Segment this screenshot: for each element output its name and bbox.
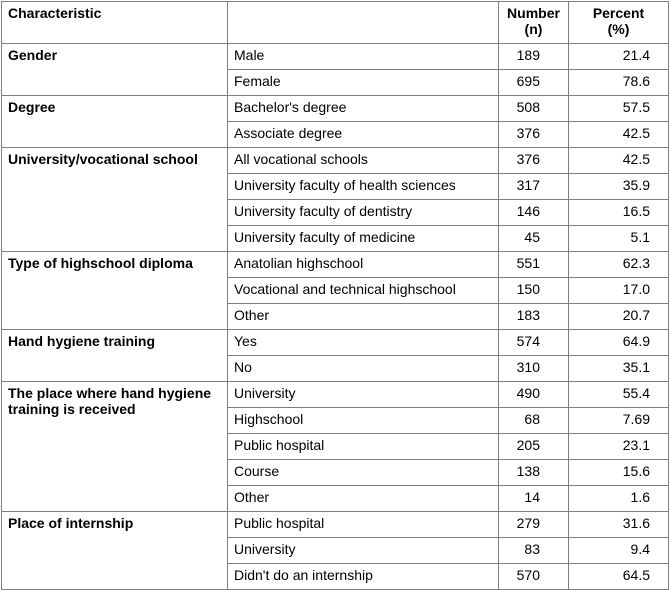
table-row <box>2 330 669 356</box>
category-cell: Hand hygiene training <box>2 330 228 382</box>
subcategory-cell: Public hospital <box>228 512 499 538</box>
header-number-line1: Number <box>507 5 560 21</box>
subcategory-cell: Didn't do an internship <box>228 564 499 590</box>
subcategory-cell: University faculty of medicine <box>228 226 499 252</box>
subcategory-cell: Female <box>228 70 499 96</box>
header-percent <box>569 2 669 44</box>
subcategory-cell: Male <box>228 44 499 70</box>
number-cell: 138 <box>499 460 569 486</box>
characteristics-table <box>1 1 669 590</box>
percent-cell: 16.5 <box>569 200 669 226</box>
percent-cell: 64.9 <box>569 330 669 356</box>
number-cell: 376 <box>499 122 569 148</box>
percent-cell: 42.5 <box>569 148 669 174</box>
percent-cell: 17.0 <box>569 278 669 304</box>
table-row <box>2 148 669 174</box>
table-row <box>2 252 669 278</box>
number-cell: 183 <box>499 304 569 330</box>
header-row <box>2 2 669 44</box>
subcategory-cell: Course <box>228 460 499 486</box>
number-cell: 551 <box>499 252 569 278</box>
number-cell: 695 <box>499 70 569 96</box>
percent-cell: 35.9 <box>569 174 669 200</box>
percent-cell: 31.6 <box>569 512 669 538</box>
number-cell: 310 <box>499 356 569 382</box>
number-cell: 279 <box>499 512 569 538</box>
table-header <box>2 2 669 44</box>
subcategory-cell: Public hospital <box>228 434 499 460</box>
table-row <box>2 44 669 70</box>
subcategory-cell: Other <box>228 486 499 512</box>
header-characteristic: Characteristic <box>2 2 228 44</box>
table-body <box>2 44 669 590</box>
subcategory-cell: University faculty of dentistry <box>228 200 499 226</box>
header-percent-line1: Percent <box>592 5 645 21</box>
number-cell: 205 <box>499 434 569 460</box>
subcategory-cell: Vocational and technical highschool <box>228 278 499 304</box>
percent-cell: 35.1 <box>569 356 669 382</box>
subcategory-cell: University faculty of health sciences <box>228 174 499 200</box>
percent-cell: 21.4 <box>569 44 669 70</box>
table-row <box>2 512 669 538</box>
percent-cell: 5.1 <box>569 226 669 252</box>
category-cell: Place of internship <box>2 512 228 590</box>
percent-cell: 62.3 <box>569 252 669 278</box>
subcategory-cell: Yes <box>228 330 499 356</box>
subcategory-cell: Anatolian highschool <box>228 252 499 278</box>
subcategory-cell: Highschool <box>228 408 499 434</box>
number-cell: 317 <box>499 174 569 200</box>
number-cell: 490 <box>499 382 569 408</box>
percent-cell: 55.4 <box>569 382 669 408</box>
category-cell: Degree <box>2 96 228 148</box>
category-cell: University/vocational school <box>2 148 228 252</box>
category-cell: The place where hand hygiene training is received <box>2 382 228 512</box>
subcategory-cell: Other <box>228 304 499 330</box>
subcategory-cell: Associate degree <box>228 122 499 148</box>
number-cell: 508 <box>499 96 569 122</box>
subcategory-cell: University <box>228 382 499 408</box>
table-row <box>2 96 669 122</box>
header-subcategory <box>228 2 499 44</box>
number-cell: 570 <box>499 564 569 590</box>
number-cell: 146 <box>499 200 569 226</box>
percent-cell: 42.5 <box>569 122 669 148</box>
header-number-line2: (n) <box>524 21 543 37</box>
number-cell: 83 <box>499 538 569 564</box>
number-cell: 14 <box>499 486 569 512</box>
percent-cell: 15.6 <box>569 460 669 486</box>
number-cell: 150 <box>499 278 569 304</box>
percent-cell: 57.5 <box>569 96 669 122</box>
number-cell: 68 <box>499 408 569 434</box>
number-cell: 574 <box>499 330 569 356</box>
category-cell: Gender <box>2 44 228 96</box>
subcategory-cell: No <box>228 356 499 382</box>
subcategory-cell: University <box>228 538 499 564</box>
number-cell: 45 <box>499 226 569 252</box>
table-row <box>2 382 669 408</box>
percent-cell: 23.1 <box>569 434 669 460</box>
percent-cell: 9.4 <box>569 538 669 564</box>
number-cell: 376 <box>499 148 569 174</box>
subcategory-cell: All vocational schools <box>228 148 499 174</box>
percent-cell: 20.7 <box>569 304 669 330</box>
number-cell: 189 <box>499 44 569 70</box>
header-number <box>499 2 569 44</box>
subcategory-cell: Bachelor's degree <box>228 96 499 122</box>
percent-cell: 7.69 <box>569 408 669 434</box>
percent-cell: 64.5 <box>569 564 669 590</box>
percent-cell: 78.6 <box>569 70 669 96</box>
percent-cell: 1.6 <box>569 486 669 512</box>
category-cell: Type of highschool diploma <box>2 252 228 330</box>
header-percent-line2: (%) <box>607 21 630 37</box>
